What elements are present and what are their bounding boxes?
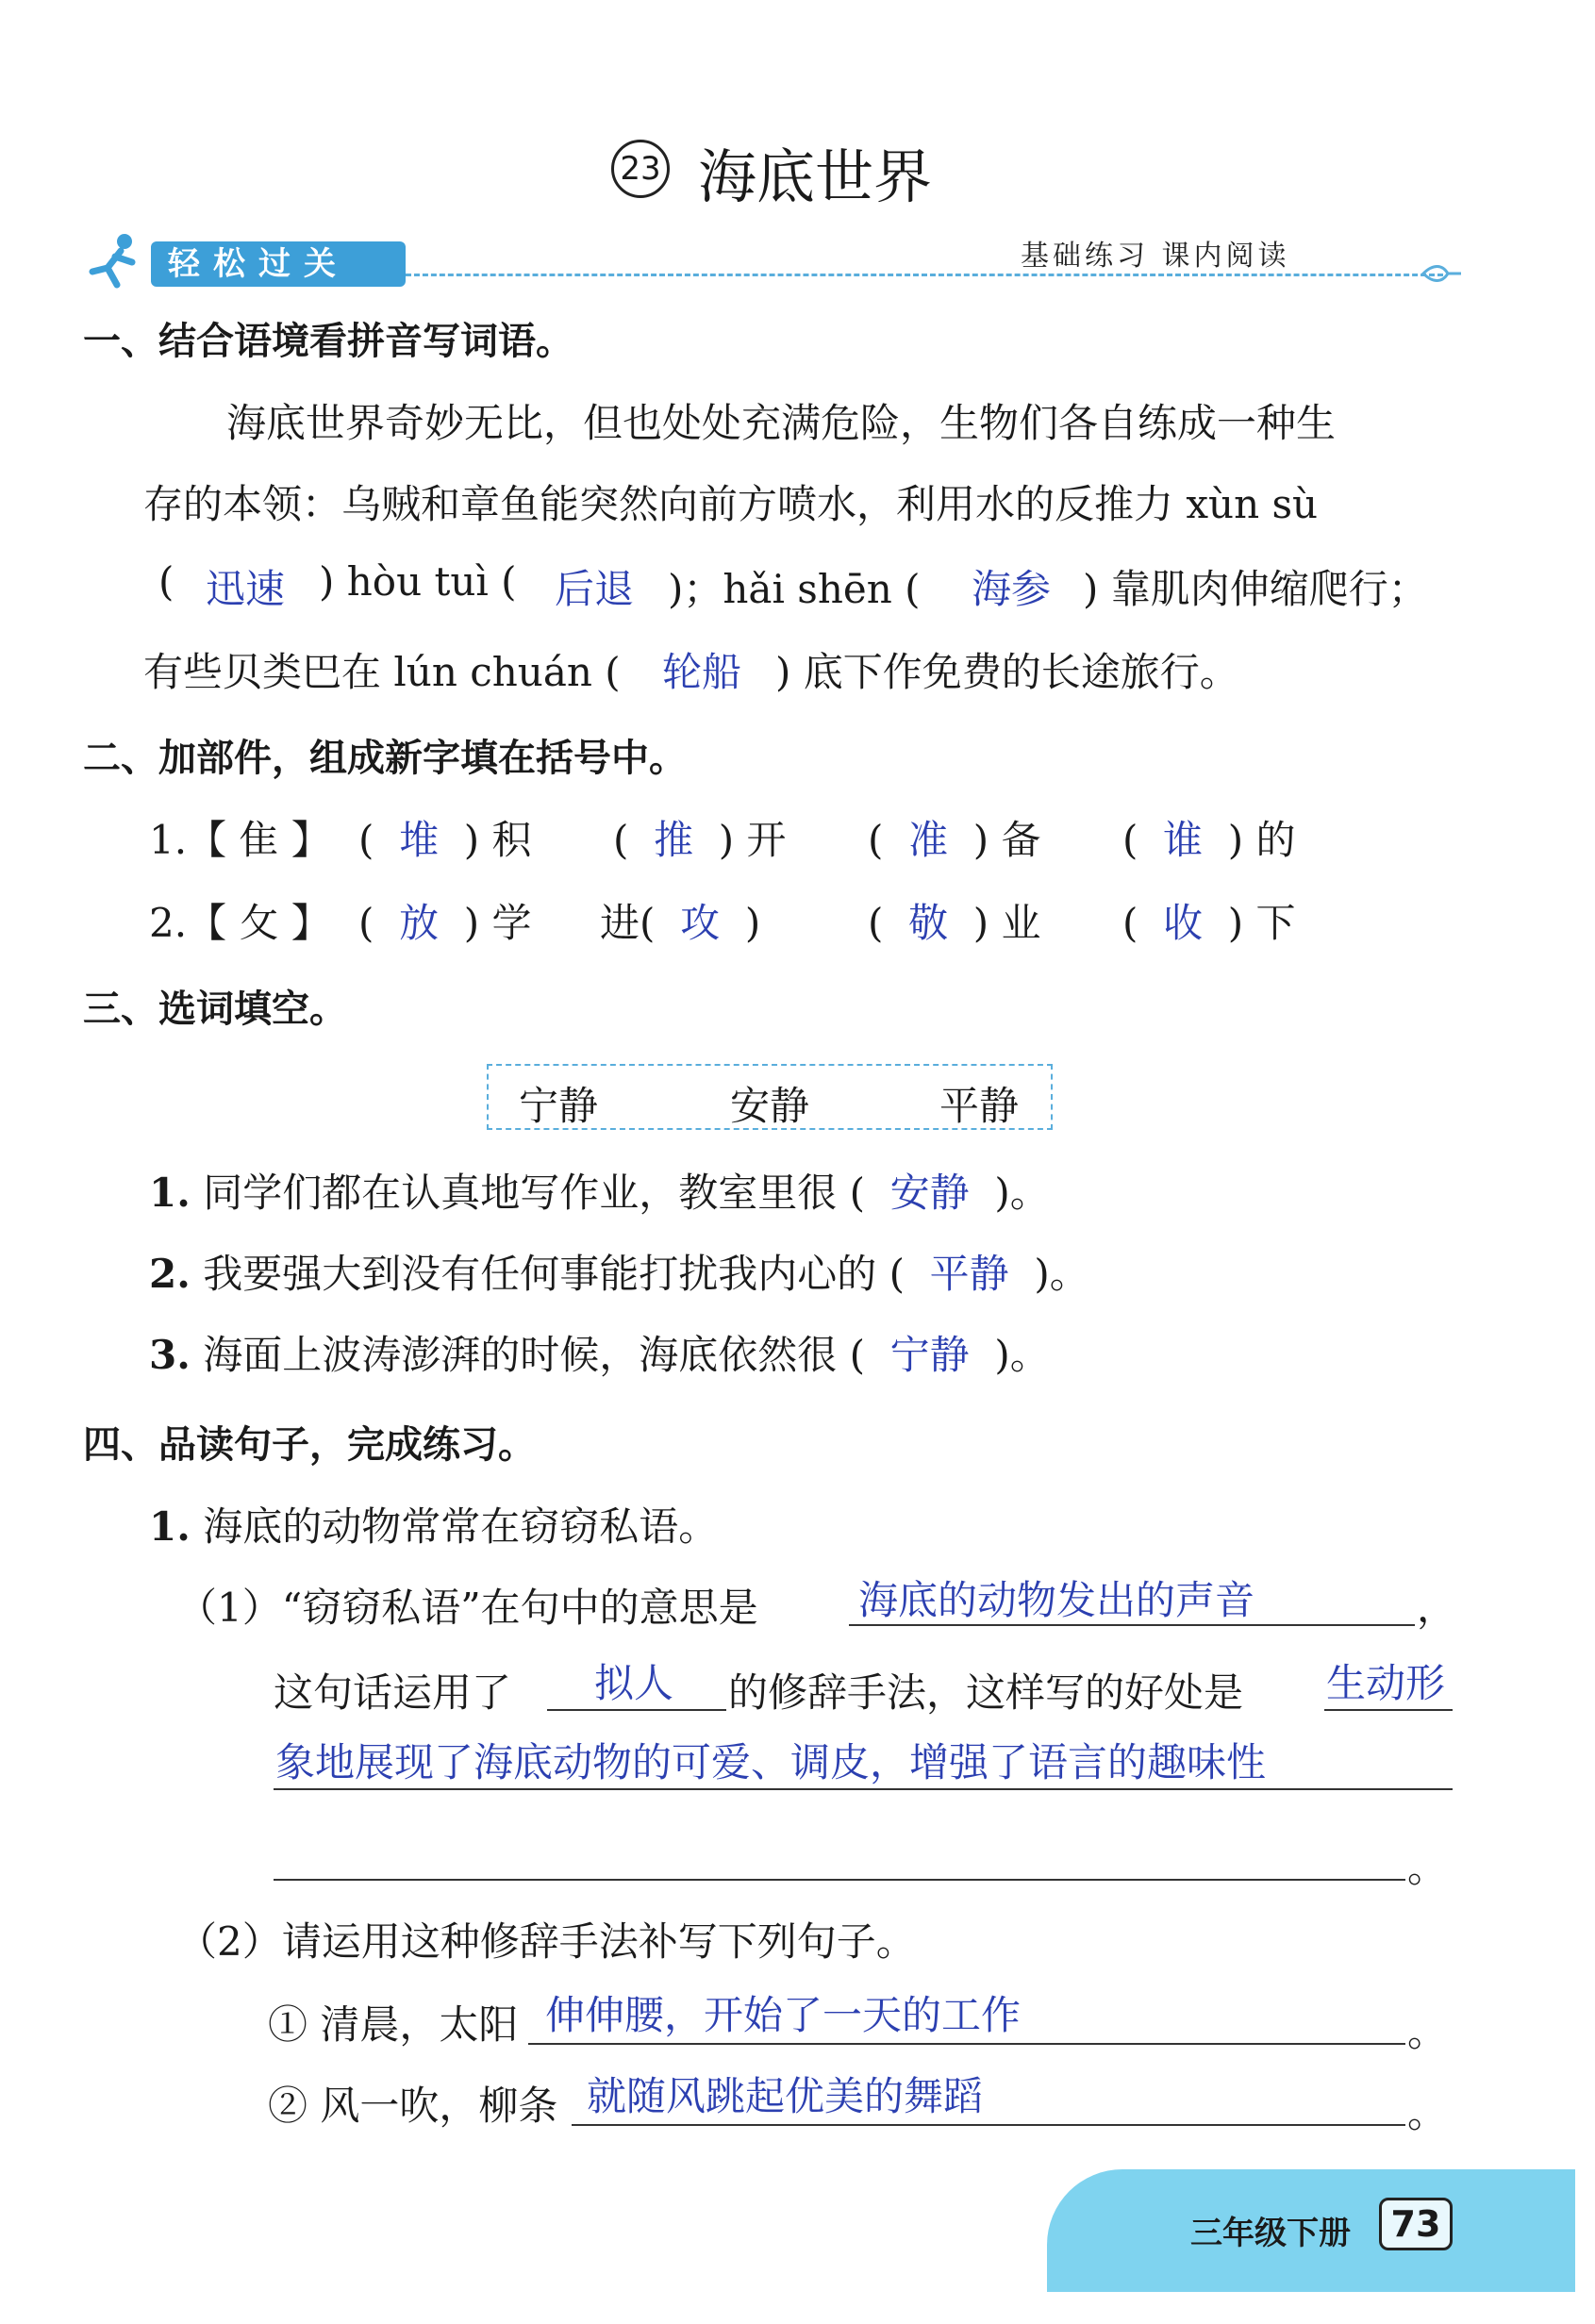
s4-period-3: 。 [1407,2090,1448,2136]
section-3-heading: 三、选词填空。 [83,988,347,1031]
answer-benefit-1: 生动形 [1326,1660,1446,1706]
word-choice-1: 宁静 [519,1083,599,1129]
s2-row2-label: 2.【 攵 】 [149,900,331,946]
s2-row1-item-3: ( 准 ) 备 [868,817,1041,863]
word-choice-2: 安静 [730,1083,810,1129]
s2-row2-item-2: 进( 攻 ) [600,900,761,946]
answer-completion-2: 就随风跳起优美的舞蹈 [587,2073,984,2119]
footer-grade: 三年级下册 [1190,2215,1351,2252]
s1-line-4-end: ) 底下作免费的长途旅行。 [775,649,1239,695]
s2-row2-item-3: ( 敬 ) 业 [868,900,1041,946]
lesson-number-badge: 23 [611,140,670,198]
s3-question-1: 1. 同学们都在认真地写作业，教室里很 ( 安静 )。 [149,1170,1050,1216]
s4-period-1: 。 [1407,1845,1448,1891]
answer-line-benefit-2 [274,1788,1453,1790]
s4-part1-line2a: 这句话运用了 [274,1669,512,1716]
page-number: 73 [1379,2198,1453,2250]
s4-period-2: 。 [1407,2009,1448,2055]
s4-part1-label: （1）“窃窃私语”在句中的意思是 [177,1585,758,1631]
s3-question-2: 2. 我要强大到没有任何事能打扰我内心的 ( 平静 )。 [149,1251,1089,1297]
section-2-heading: 二、加部件，组成新字填在括号中。 [83,737,687,780]
s1-paren-open: ( [158,558,174,605]
s1-line-4-start: 有些贝类巴在 lún chuán ( [143,649,621,695]
answer-lunchuan: 轮船 [662,649,742,695]
arrow-end-icon [1420,262,1463,285]
s4-part2-label: （2）请运用这种修辞手法补写下列句子。 [177,1918,916,1965]
word-choice-box [487,1064,1053,1130]
s1-line-3-end: ) 靠肌肉伸缩爬行； [1083,566,1428,612]
word-choice-3: 平静 [939,1083,1020,1129]
answer-line-completion-1 [528,2043,1405,2045]
s2-row2-item-4: ( 收 ) 下 [1122,900,1296,946]
answer-line-completion-2 [572,2124,1405,2126]
answer-line-benefit-3 [274,1879,1405,1881]
s3-question-3: 3. 海面上波涛澎湃的时候，海底依然很 ( 宁静 )。 [149,1332,1050,1378]
s1-line-2: 存的本领：乌贼和章鱼能突然向前方喷水，利用水的反推力 xùn sù [143,481,1319,527]
s2-row1-item-4: ( 谁 ) 的 [1122,817,1296,863]
answer-line-rhetoric [547,1709,726,1711]
s1-pinyin-houtui: ) hòu tuì ( [319,558,517,605]
header-divider [406,274,1443,276]
s4-completion-1-label: ① 清晨，太阳 [268,2001,519,2048]
s4-completion-2-label: ② 风一吹，柳条 [268,2083,558,2129]
answer-line-benefit-1 [1324,1709,1453,1711]
page-title: 海底世界 [698,142,933,211]
s1-line-1: 海底世界奇妙无比，但也处处充满危险，生物们各自练成一种生 [226,400,1337,446]
answer-xunsu: 迅速 [206,566,286,612]
s2-row2-item-1: ( 放 ) 学 [358,900,532,946]
answer-benefit-2: 象地展现了海底动物的可爱、调皮，增强了语言的趣味性 [275,1739,1267,1785]
runner-icon [79,230,147,292]
answer-haishen: 海参 [972,566,1052,612]
s4-comma: ， [1417,1585,1457,1631]
section-banner: 轻松过关 [151,241,406,287]
s4-part1-line2b: 的修辞手法，这样写的好处是 [728,1669,1244,1716]
s2-row1-label: 1.【 隹 】 [149,817,331,863]
s2-row1-item-2: ( 推 ) 开 [613,817,787,863]
answer-completion-1: 伸伸腰，开始了一天的工作 [545,1992,1022,2038]
section-1-heading: 一、结合语境看拼音写词语。 [83,320,573,363]
s2-row1-item-1: ( 堆 ) 积 [358,817,532,863]
s4-sentence: 1. 海底的动物常常在窃窃私语。 [149,1503,719,1550]
header-category: 基础练习 课内阅读 [1021,240,1290,273]
answer-meaning: 海底的动物发出的声音 [858,1577,1255,1623]
s1-pinyin-haishen: )；hǎi shēn ( [668,566,921,612]
answer-rhetoric: 拟人 [594,1660,674,1706]
answer-houtui: 后退 [555,566,635,612]
section-4-heading: 四、品读句子，完成练习。 [83,1423,536,1467]
